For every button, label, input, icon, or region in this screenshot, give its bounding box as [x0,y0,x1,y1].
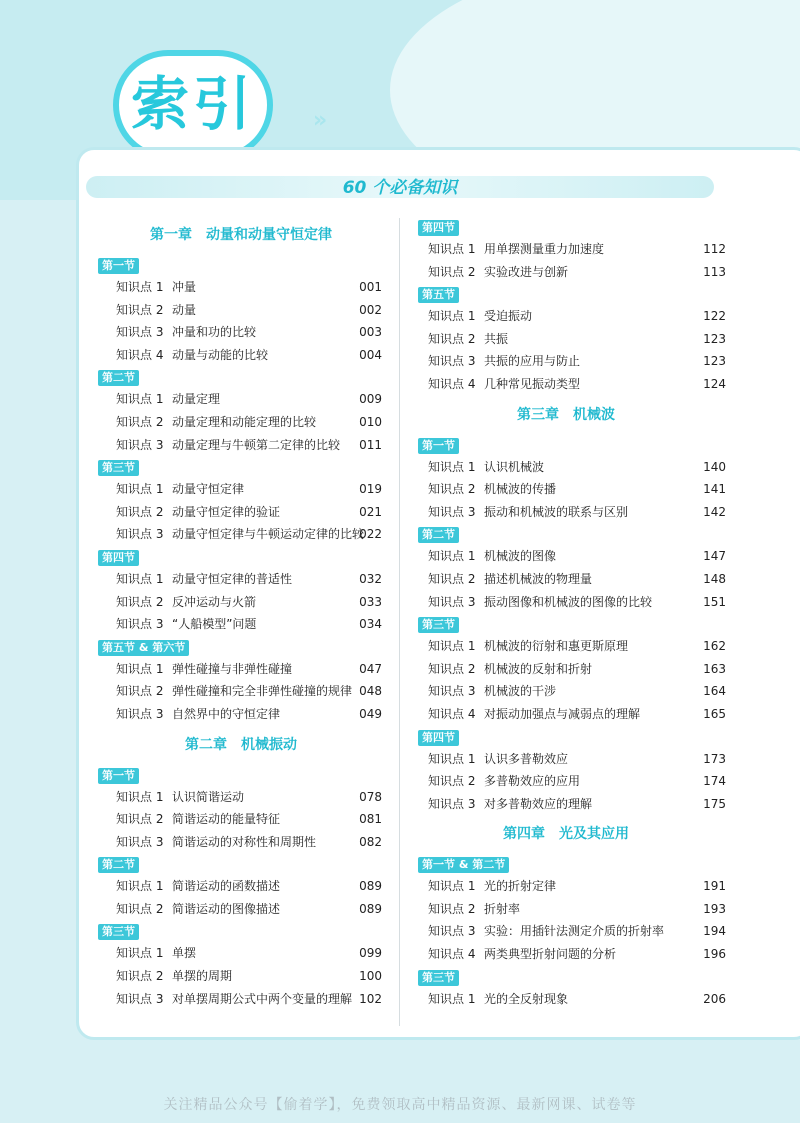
knowledge-point-title: 对单摆周期公式中两个变量的理解 [172,991,353,1006]
knowledge-point-number: 知识点 3 [428,924,476,939]
knowledge-point-title: 动量守恒定律的普适性 [172,571,293,586]
page-number: 078 [359,789,382,804]
section-wrapper [406,613,726,635]
knowledge-point-number: 知识点 3 [116,527,164,542]
section-wrapper [406,966,726,988]
knowledge-point-title: “人船模型”问题 [172,617,257,632]
index-entry [406,501,726,524]
knowledge-point-number: 知识点 3 [428,796,476,811]
index-entry [86,613,396,636]
index-entry [406,703,726,726]
index-entry [86,388,396,411]
section-wrapper [406,283,726,305]
knowledge-point-title: 动量定理和动能定理的比较 [172,414,317,429]
section-wrapper [86,366,396,388]
chapter-heading: 第三章 机械波 [517,406,615,423]
index-entry [406,898,726,921]
knowledge-point-number: 知识点 1 [116,879,164,894]
knowledge-point-number: 知识点 2 [116,812,164,827]
section-wrapper [86,764,396,786]
index-entry [86,501,396,524]
page-number: 164 [703,684,726,699]
knowledge-point-title: 冲量和功的比较 [172,325,257,340]
knowledge-point-number: 知识点 2 [428,661,476,676]
page-number: 112 [703,242,726,256]
page-number: 021 [359,504,382,519]
knowledge-point-number: 知识点 4 [428,947,476,962]
index-entry [86,703,396,726]
page-number: 002 [359,302,382,317]
section-tag: 第四节 [418,220,459,236]
column-divider [399,218,400,1026]
chapter-heading: 第二章 机械振动 [185,736,297,753]
section-tag: 第二节 [418,527,459,543]
knowledge-point-number: 知识点 1 [116,392,164,407]
index-entry [86,523,396,546]
knowledge-point-number: 知识点 1 [428,879,476,894]
knowledge-point-number: 知识点 1 [116,571,164,586]
page-number: 089 [359,901,382,916]
section-tag: 第五节 & 第六节 [98,640,189,656]
knowledge-point-number: 知识点 1 [116,661,164,676]
section-wrapper [406,853,726,875]
knowledge-point-title: 认识多普勒效应 [484,751,569,766]
knowledge-point-title: 简谐运动的函数描述 [172,879,281,894]
knowledge-point-number: 知识点 4 [116,347,164,362]
index-entry [86,942,396,965]
knowledge-point-number: 知识点 1 [428,991,476,1006]
page-number: 032 [359,571,382,586]
knowledge-point-number: 知识点 2 [428,571,476,586]
page-number: 196 [703,947,726,962]
page-number: 148 [703,571,726,586]
page-number: 011 [359,437,382,452]
knowledge-point-title: 用单摆测量重力加速度 [484,242,605,256]
knowledge-point-number: 知识点 2 [428,774,476,789]
knowledge-point-title: 动量守恒定律 [172,482,245,497]
index-entry [86,478,396,501]
page-number: 140 [703,459,726,474]
left-column [86,216,396,1010]
knowledge-point-number: 知识点 2 [116,504,164,519]
knowledge-point-title: 两类典型折射问题的分析 [484,947,617,962]
knowledge-point-title: 机械波的传播 [484,482,557,497]
knowledge-point-title: 描述机械波的物理量 [484,571,593,586]
index-entry [406,328,726,351]
index-entry [406,920,726,943]
page-number: 004 [359,347,382,362]
index-entry [406,261,726,284]
index-entry [406,350,726,373]
knowledge-point-title: 实验：用插针法测定介质的折射率 [484,924,665,939]
section-wrapper [86,254,396,276]
section-wrapper [86,456,396,478]
knowledge-point-title: 振动图像和机械波的图像的比较 [484,594,653,609]
index-entry [86,831,396,854]
page-number: 141 [703,482,726,497]
knowledge-point-title: 弹性碰撞和完全非弹性碰撞的规律 [172,684,353,699]
page-number: 033 [359,594,382,609]
knowledge-point-title: 折射率 [484,901,521,916]
index-entry [406,305,726,328]
page-number: 151 [703,594,726,609]
knowledge-point-number: 知识点 3 [428,354,476,369]
knowledge-point-number: 知识点 2 [116,969,164,984]
knowledge-point-title: 动量 [172,302,197,317]
page-number: 089 [359,879,382,894]
page-number: 003 [359,325,382,340]
page-number: 009 [359,392,382,407]
page-number: 102 [359,991,382,1006]
section-tag: 第一节 [98,258,139,274]
page-number: 034 [359,617,382,632]
knowledge-point-number: 知识点 2 [116,594,164,609]
index-entry [86,276,396,299]
section-tag: 第四节 [418,730,459,746]
index-entry [86,786,396,809]
index-entry [406,478,726,501]
index-entry [406,568,726,591]
index-entry [86,988,396,1011]
knowledge-point-number: 知识点 3 [116,706,164,721]
page-number: 123 [703,331,726,346]
section-wrapper [406,434,726,456]
page-number: 124 [703,376,726,391]
page-number: 194 [703,924,726,939]
section-tag: 第二节 [98,370,139,386]
knowledge-point-title: 简谐运动的图像描述 [172,901,281,916]
knowledge-point-title: 多普勒效应的应用 [484,774,581,789]
index-entry [406,988,726,1011]
knowledge-point-number: 知识点 3 [428,684,476,699]
knowledge-point-number: 知识点 2 [428,901,476,916]
knowledge-point-number: 知识点 2 [116,901,164,916]
section-wrapper [86,853,396,875]
knowledge-point-number: 知识点 1 [116,280,164,294]
index-entry [86,591,396,614]
knowledge-point-title: 动量守恒定律与牛顿运动定律的比较 [172,527,365,542]
knowledge-point-title: 冲量 [172,280,197,294]
knowledge-point-title: 简谐运动的对称性和周期性 [172,834,317,849]
knowledge-point-title: 机械波的图像 [484,549,557,564]
index-entry [86,808,396,831]
knowledge-point-number: 知识点 2 [428,482,476,497]
banner-title: 60 个必备知识 [342,178,458,198]
page-number: 175 [703,796,726,811]
index-entry [406,238,726,261]
section-tag: 第三节 [98,924,139,940]
index-entry [406,591,726,614]
section-tag: 第三节 [98,460,139,476]
knowledge-point-number: 知识点 4 [428,706,476,721]
knowledge-point-number: 知识点 1 [116,482,164,497]
knowledge-point-title: 机械波的反射和折射 [484,661,593,676]
knowledge-point-title: 动量定理 [172,392,221,407]
knowledge-point-number: 知识点 2 [116,302,164,317]
section-wrapper [86,920,396,942]
section-tag: 第四节 [98,550,139,566]
page-number: 123 [703,354,726,369]
index-entry [406,770,726,793]
knowledge-point-number: 知识点 1 [116,946,164,961]
chapter-heading: 第四章 光及其应用 [503,826,629,843]
knowledge-point-title: 反冲运动与火箭 [172,594,257,609]
index-entry [406,456,726,479]
section-wrapper [86,546,396,568]
section-wrapper [86,636,396,658]
knowledge-point-number: 知识点 1 [428,639,476,654]
knowledge-point-number: 知识点 4 [428,376,476,391]
knowledge-point-title: 振动和机械波的联系与区别 [484,504,629,519]
index-entry [86,434,396,457]
page-number: 081 [359,812,382,827]
knowledge-point-number: 知识点 1 [428,751,476,766]
page-number: 147 [703,549,726,564]
index-entry [86,965,396,988]
index-entry [406,373,726,396]
knowledge-point-title: 动量定理与牛顿第二定律的比较 [172,437,341,452]
index-entry [86,299,396,322]
index-entry [86,658,396,681]
knowledge-point-title: 自然界中的守恒定律 [172,706,281,721]
knowledge-point-title: 光的折射定律 [484,879,557,894]
knowledge-point-number: 知识点 1 [116,789,164,804]
page-number: 173 [703,751,726,766]
page-number: 163 [703,661,726,676]
knowledge-point-title: 认识机械波 [484,459,545,474]
index-entry [86,898,396,921]
knowledge-point-title: 机械波的干涉 [484,684,557,699]
page-number: 010 [359,414,382,429]
page-number: 099 [359,946,382,961]
knowledge-point-title: 单摆的周期 [172,969,233,984]
section-tag: 第五节 [418,287,459,303]
page-number: 142 [703,504,726,519]
knowledge-point-title: 共振 [484,331,509,346]
section-tag: 第三节 [418,970,459,986]
section-tag: 第一节 & 第二节 [418,857,509,873]
index-entry [406,658,726,681]
knowledge-point-number: 知识点 1 [428,242,476,256]
knowledge-point-title: 受迫振动 [484,309,533,324]
knowledge-point-title: 共振的应用与防止 [484,354,581,369]
knowledge-point-number: 知识点 2 [116,414,164,429]
knowledge-point-title: 单摆 [172,946,197,961]
knowledge-point-number: 知识点 3 [116,325,164,340]
knowledge-point-title: 对振动加强点与减弱点的理解 [484,706,641,721]
chapter-heading: 第一章 动量和动量守恒定律 [150,227,332,243]
knowledge-point-title: 简谐运动的能量特征 [172,812,281,827]
knowledge-point-number: 知识点 2 [116,684,164,699]
section-tag: 第三节 [418,617,459,633]
section-tag: 第一节 [98,768,139,784]
knowledge-point-title: 动量守恒定律的验证 [172,504,281,519]
page-number: 001 [359,280,382,294]
page-number: 022 [359,527,382,542]
section-wrapper [406,523,726,545]
knowledge-point-title: 实验改进与创新 [484,264,569,279]
index-entry [406,680,726,703]
index-entry [406,875,726,898]
page-number: 048 [359,684,382,699]
knowledge-point-number: 知识点 1 [428,309,476,324]
knowledge-point-title: 对多普勒效应的理解 [484,796,593,811]
knowledge-point-title: 光的全反射现象 [484,991,569,1006]
knowledge-point-number: 知识点 2 [428,264,476,279]
section-wrapper [406,216,726,238]
knowledge-point-number: 知识点 3 [116,617,164,632]
knowledge-point-title: 认识简谐运动 [172,789,245,804]
knowledge-point-number: 知识点 3 [428,594,476,609]
knowledge-point-number: 知识点 3 [428,504,476,519]
page-number: 113 [703,264,726,279]
page-number: 019 [359,482,382,497]
page-number: 122 [703,309,726,324]
section-tag: 第一节 [418,438,459,454]
index-entry [406,793,726,816]
page-number: 193 [703,901,726,916]
index-entry [406,748,726,771]
knowledge-point-number: 知识点 2 [428,331,476,346]
index-entry [406,635,726,658]
knowledge-point-number: 知识点 1 [428,459,476,474]
right-column [406,216,726,1010]
index-entry [406,943,726,966]
section-tag: 第二节 [98,857,139,873]
knowledge-point-number: 知识点 1 [428,549,476,564]
index-entry [86,411,396,434]
footer-note: 关注精品公众号【偷着学】，免费领取高中精品资源、最新网课、试卷等 [163,1097,637,1113]
page-number: 162 [703,639,726,654]
page-title: 索引 [130,70,255,138]
knowledge-point-title: 动量与动能的比较 [172,347,269,362]
index-entry [86,344,396,367]
index-entry [86,321,396,344]
index-entry [86,680,396,703]
page-number: 206 [703,991,726,1006]
index-entry [86,568,396,591]
knowledge-point-number: 知识点 3 [116,834,164,849]
index-entry [86,875,396,898]
section-wrapper [406,726,726,748]
knowledge-point-number: 知识点 3 [116,991,164,1006]
page-number: 082 [359,834,382,849]
knowledge-point-number: 知识点 3 [116,437,164,452]
knowledge-point-title: 机械波的衍射和惠更斯原理 [484,639,629,654]
page-number: 191 [703,879,726,894]
page-number: 100 [359,969,382,984]
page-number: 165 [703,706,726,721]
knowledge-point-title: 几种常见振动类型 [484,376,581,391]
page-number: 049 [359,706,382,721]
page-number: 047 [359,661,382,676]
double-chevron-icon: » [313,108,328,133]
page-number: 174 [703,774,726,789]
index-entry [406,545,726,568]
knowledge-point-title: 弹性碰撞与非弹性碰撞 [172,661,293,676]
